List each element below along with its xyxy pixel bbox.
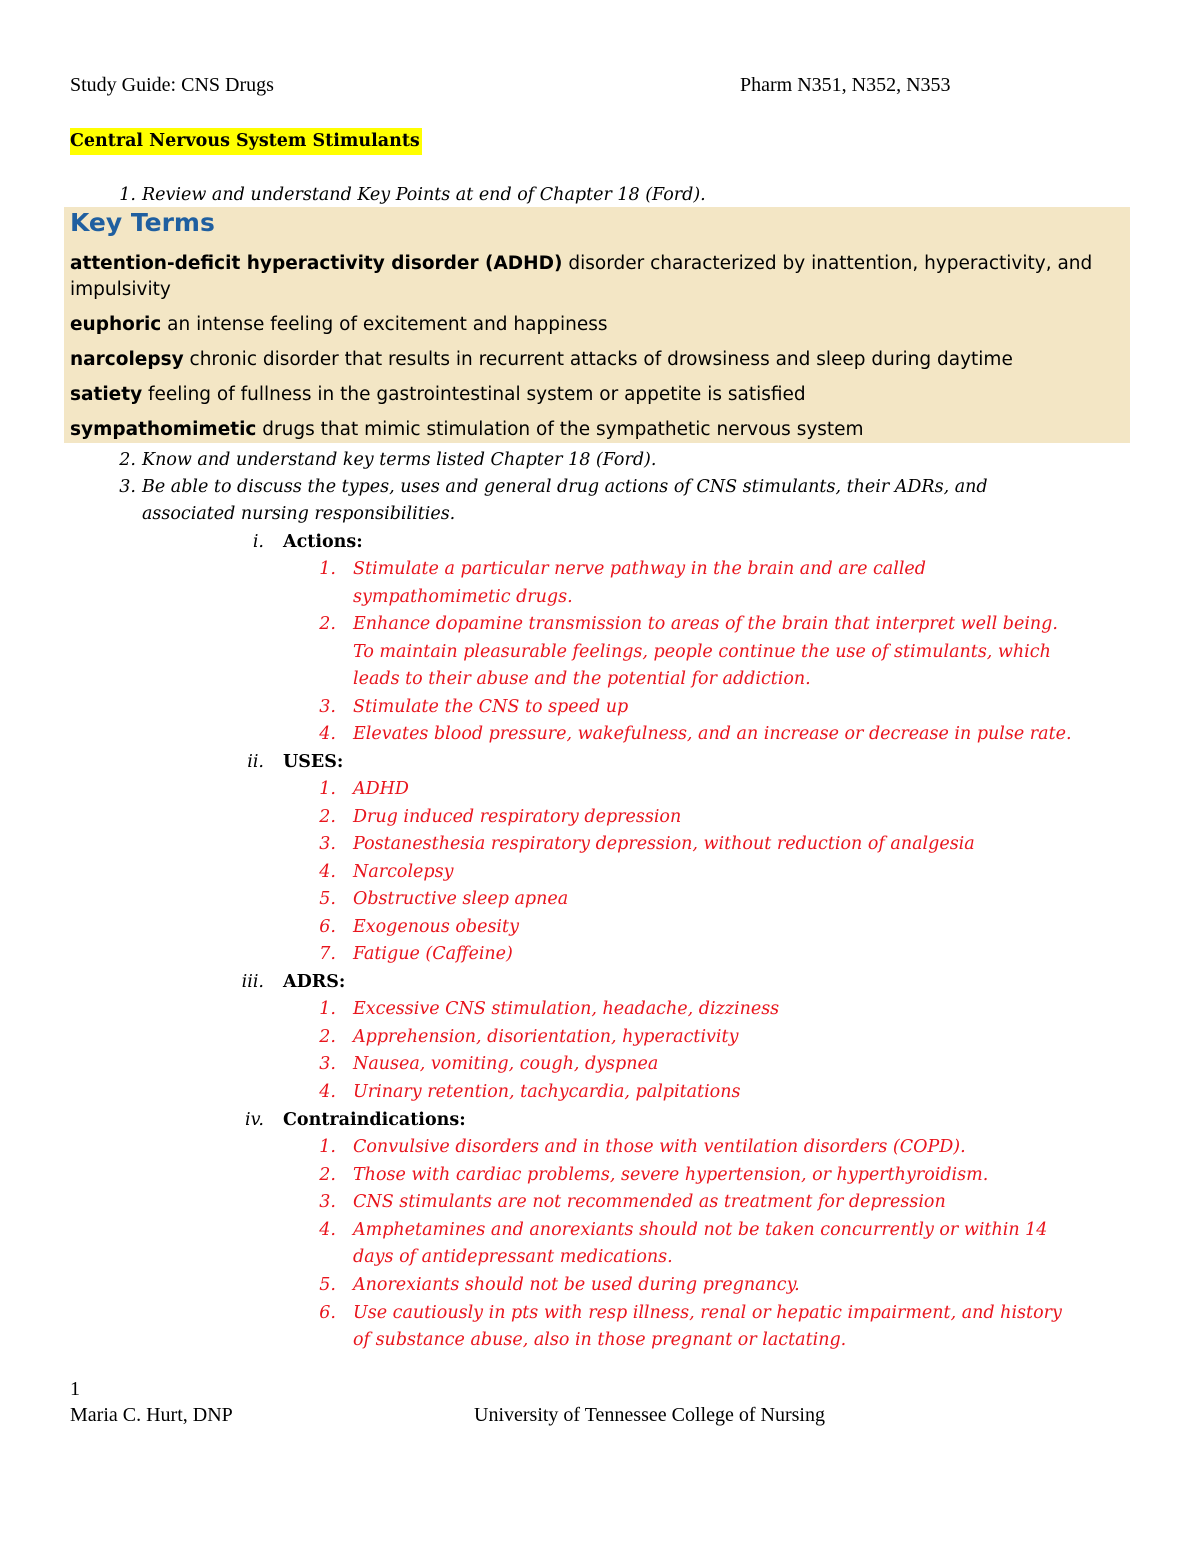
list-number: 6. (319, 917, 336, 937)
list-text: CNS stimulants are not recommended as treatment for depression (353, 1192, 946, 1212)
list-text: of substance abuse, also in those pregnant or lactating. (353, 1330, 847, 1350)
key-term (70, 251, 1100, 303)
list-text: Know and understand key terms listed Chapter 18 (Ford). (142, 450, 657, 470)
section-title: Central Nervous System Stimulants (70, 128, 422, 155)
list-text: Nausea, vomiting, cough, dyspnea (353, 1054, 659, 1074)
key-term (70, 347, 1100, 373)
list-number: 3. (119, 477, 136, 497)
list-text: Convulsive disorders and in those with ventilation disorders (COPD). (353, 1137, 966, 1157)
list-text: Narcolepsy (353, 862, 454, 882)
subsection-title: Actions: (283, 532, 363, 552)
list-text: Use cautiously in pts with resp illness, renal or hepatic impairment, and history (353, 1303, 1062, 1323)
key-term-definition: drugs that mimic stimulation of the sympathetic nervous system (256, 419, 864, 440)
list-number: 1. (319, 779, 336, 799)
key-term (70, 417, 1100, 443)
list-number: 3. (319, 697, 336, 717)
list-text: Urinary retention, tachycardia, palpitations (353, 1082, 741, 1102)
list-number: 4. (319, 724, 336, 744)
list-number: 7. (319, 944, 336, 964)
subsection-number: iii. (241, 972, 264, 992)
list-text: days of antidepressant medications. (353, 1247, 673, 1267)
list-text: leads to their abuse and the potential for addiction. (353, 669, 811, 689)
list-text: Drug induced respiratory depression (353, 807, 682, 827)
list-text: Amphetamines and anorexiants should not be taken concurrently or within 14 (353, 1220, 1048, 1240)
list-text: Those with cardiac problems, severe hypertension, or hyperthyroidism. (353, 1165, 989, 1185)
list-text: Anorexiants should not be used during pregnancy. (353, 1275, 800, 1295)
list-text: Obstructive sleep apnea (353, 889, 569, 909)
key-term-definition: an intense feeling of excitement and happiness (161, 314, 608, 335)
key-term-word: satiety (70, 384, 143, 405)
list-number: 4. (319, 1082, 336, 1102)
key-term (70, 382, 1100, 408)
key-term-word: attention-deficit hyperactivity disorder (ADHD) (70, 253, 563, 274)
page-header (70, 74, 1130, 100)
list-text: Stimulate a particular nerve pathway in the brain and are called (353, 559, 926, 579)
list-number: 4. (319, 1220, 336, 1240)
list-text: sympathomimetic drugs. (353, 587, 573, 607)
list-number: 1. (119, 185, 136, 205)
list-number: 2. (319, 1027, 336, 1047)
subsection-title: USES: (283, 752, 344, 772)
list-text: Stimulate the CNS to speed up (353, 697, 629, 717)
page-number: 1 (70, 1378, 80, 1400)
list-text: ADHD (353, 779, 409, 799)
list-number: 2. (319, 807, 336, 827)
list-text: associated nursing responsibilities. (142, 504, 456, 524)
list-number: 1. (319, 999, 336, 1019)
key-term-word: euphoric (70, 314, 162, 335)
page-footer (70, 1404, 1130, 1430)
subsection-title: ADRS: (283, 972, 346, 992)
key-term-word: sympathomimetic (70, 419, 257, 440)
list-text: Postanesthesia respiratory depression, without reduction of analgesia (353, 834, 975, 854)
list-text: Review and understand Key Points at end of Chapter 18 (Ford). (142, 185, 706, 205)
list-text: Enhance dopamine transmission to areas of the brain that interpret well being. (353, 614, 1058, 634)
list-number: 5. (319, 1275, 336, 1295)
header-title: Study Guide: CNS Drugs (70, 74, 274, 96)
list-number: 1. (319, 1137, 336, 1157)
header-course: Pharm N351, N352, N353 (740, 74, 951, 96)
list-text: To maintain pleasurable feelings, people continue the use of stimulants, which (353, 642, 1051, 662)
key-term (70, 312, 1100, 338)
list-text: Fatigue (Caffeine) (353, 944, 513, 964)
list-number: 6. (319, 1303, 336, 1323)
subsection-number: i. (252, 532, 264, 552)
list-number: 4. (319, 862, 336, 882)
list-number: 2. (319, 614, 336, 634)
list-number: 2. (319, 1165, 336, 1185)
list-number: 3. (319, 1054, 336, 1074)
subsection-number: ii. (247, 752, 264, 772)
footer-institution: University of Tennessee College of Nursing (474, 1404, 825, 1426)
key-term-definition: chronic disorder that results in recurrent attacks of drowsiness and sleep during daytime (183, 349, 1013, 370)
key-term-definition: disorder characterized by inattention, hyperactivity, and impulsivity (70, 253, 1093, 300)
list-text: Apprehension, disorientation, hyperactivity (353, 1027, 739, 1047)
list-text: Elevates blood pressure, wakefulness, and an increase or decrease in pulse rate. (353, 724, 1072, 744)
list-number: 2. (119, 450, 136, 470)
list-text: Be able to discuss the types, uses and general drug actions of CNS stimulants, their ADRs, and (142, 477, 988, 497)
list-text: Excessive CNS stimulation, headache, dizziness (353, 999, 780, 1019)
key-term-word: narcolepsy (70, 349, 184, 370)
list-number: 5. (319, 889, 336, 909)
subsection-number: iv. (245, 1110, 264, 1130)
list-number: 3. (319, 834, 336, 854)
key-term-definition: feeling of fullness in the gastrointestinal system or appetite is satisfied (142, 384, 806, 405)
subsection-title: Contraindications: (283, 1110, 466, 1130)
key-terms-title: Key Terms (70, 208, 215, 237)
list-text: Exogenous obesity (353, 917, 519, 937)
footer-author: Maria C. Hurt, DNP (70, 1404, 233, 1426)
list-number: 1. (319, 559, 336, 579)
list-number: 3. (319, 1192, 336, 1212)
